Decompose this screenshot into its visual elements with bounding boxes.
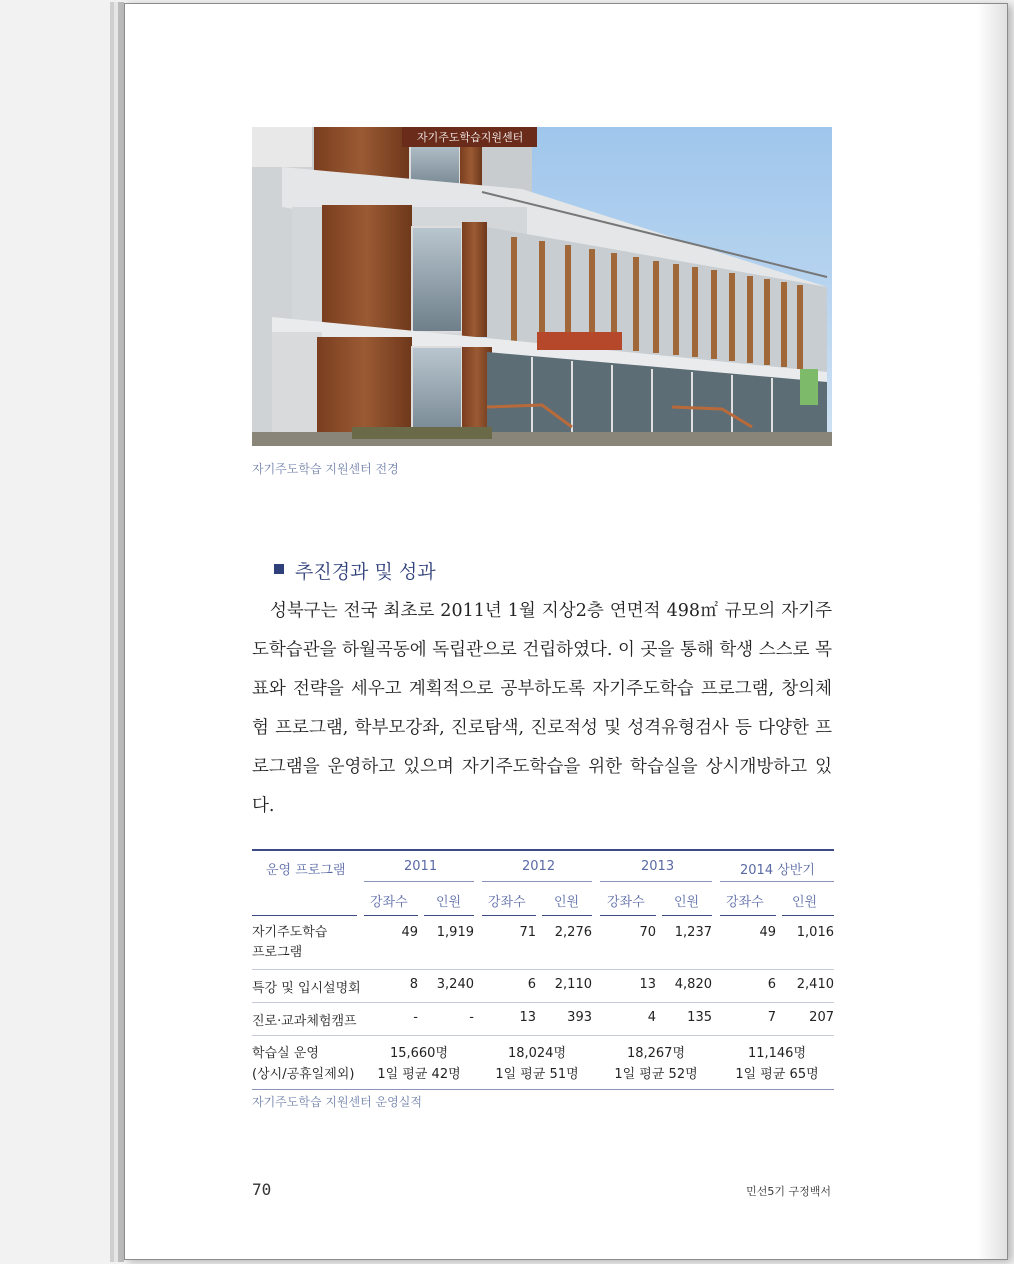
study-cell	[482, 1043, 592, 1085]
header-bottom-rule	[482, 915, 536, 916]
header-bottom-rule	[364, 915, 418, 916]
row-label-line: 자기주도학습	[252, 925, 328, 940]
table-cell: 207	[809, 1010, 834, 1025]
header-bottom-rule	[424, 915, 474, 916]
section-bullet-icon	[274, 564, 284, 574]
header-year: 2013	[641, 859, 675, 874]
table-cell: 135	[687, 1010, 712, 1025]
building-photo	[252, 127, 832, 446]
header-rule	[482, 881, 592, 882]
page-shadow	[977, 4, 1007, 1259]
study-cell	[364, 1043, 474, 1085]
row-label-line: 프로그램	[252, 945, 303, 960]
study-average: 1일 평균 65명	[735, 1067, 819, 1082]
table-cell: 8	[409, 977, 418, 992]
row-label-line: 학습실 운영	[252, 1046, 319, 1061]
table-bottom-rule	[252, 1089, 834, 1090]
table-cell: -	[413, 1010, 418, 1025]
header-rule	[720, 881, 834, 882]
table-caption: 자기주도학습 지원센터 운영실적	[252, 1095, 422, 1109]
row-rule	[252, 969, 834, 970]
table-cell: 1,919	[436, 925, 474, 940]
header-bottom-rule	[782, 915, 834, 916]
header-bottom-rule	[662, 915, 712, 916]
table-cell: 49	[401, 925, 418, 940]
table-cell: 71	[519, 925, 536, 940]
table-cell: 13	[519, 1010, 536, 1025]
table-cell: 2,276	[554, 925, 592, 940]
table-cell: 1,237	[674, 925, 712, 940]
table-cell: 7	[767, 1010, 776, 1025]
table-cell: 49	[759, 925, 776, 940]
table-cell: 13	[639, 977, 656, 992]
study-cell	[720, 1043, 834, 1085]
row-label: 진로·교과체험캠프	[252, 1014, 357, 1029]
table-cell: 6	[527, 977, 536, 992]
table-cell: 2,110	[554, 977, 592, 992]
study-average: 1일 평균 42명	[377, 1067, 461, 1082]
body-paragraph: 성북구는 전국 최초로 2011년 1월 지상2층 연면적 498㎡ 규모의 자기주도학습관을 하월곡동에 독립관으로 건립하였다. 이 곳을 통해 학생 스스로 목표와 전략을 세우고 계획적으로 공부하도록 자기주도학습 프로그램, 창의체험 프로그램, 학부모강좌, 진로탐색, 진로적성 및 성격유형검사 등 다양한 프로그램을 운영하고 있으며 자기주도학습을 위한 학습실을 상시개방하고 있다.	[252, 601, 832, 816]
book-page	[124, 3, 1008, 1260]
book-title: 민선5기 구정백서	[746, 1185, 831, 1198]
study-total: 15,660명	[389, 1046, 449, 1061]
photo-caption: 자기주도학습 지원센터 전경	[252, 462, 399, 476]
sub-people: 인원	[436, 895, 462, 910]
table-cell: 4,820	[674, 977, 712, 992]
study-total: 11,146명	[747, 1046, 807, 1061]
header-bottom-rule	[720, 915, 776, 916]
header-bottom-rule	[542, 915, 592, 916]
table-cell: 3,240	[436, 977, 474, 992]
row-label-line: (상시/공휴일제외)	[252, 1067, 355, 1082]
sub-course: 강좌수	[370, 895, 408, 910]
sub-people: 인원	[674, 895, 700, 910]
sub-course: 강좌수	[488, 895, 526, 910]
sub-course: 강좌수	[607, 895, 645, 910]
header-year: 2012	[522, 859, 556, 874]
row-label: 특강 및 입시설명회	[252, 981, 361, 996]
table-top-rule	[252, 849, 834, 851]
table-cell: 70	[639, 925, 656, 940]
sub-course: 강좌수	[726, 895, 764, 910]
table-cell: -	[469, 1010, 474, 1025]
row-label	[252, 1043, 354, 1085]
table-cell: 393	[567, 1010, 592, 1025]
study-average: 1일 평균 51명	[495, 1067, 579, 1082]
table-cell: 6	[767, 977, 776, 992]
page-number: 70	[252, 1180, 272, 1199]
row-rule	[252, 1002, 834, 1003]
table-cell: 2,410	[796, 977, 834, 992]
sub-people: 인원	[554, 895, 580, 910]
study-average: 1일 평균 52명	[614, 1067, 698, 1082]
header-program: 운영 프로그램	[266, 863, 346, 878]
row-rule	[252, 1035, 834, 1036]
header-year: 2014 상반기	[740, 863, 815, 878]
header-bottom-rule	[252, 915, 357, 916]
sub-people: 인원	[792, 895, 818, 910]
study-total: 18,024명	[507, 1046, 567, 1061]
section-title: 추진경과 및 성과	[295, 561, 436, 583]
table-cell: 4	[647, 1010, 656, 1025]
header-bottom-rule	[600, 915, 656, 916]
header-year: 2011	[404, 859, 438, 874]
study-total: 18,267명	[626, 1046, 686, 1061]
table-cell: 1,016	[796, 925, 834, 940]
header-rule	[600, 881, 712, 882]
study-cell	[600, 1043, 712, 1085]
header-rule	[364, 881, 474, 882]
row-label	[252, 923, 327, 963]
sign-text: 자기주도학습지원센터	[417, 131, 524, 144]
